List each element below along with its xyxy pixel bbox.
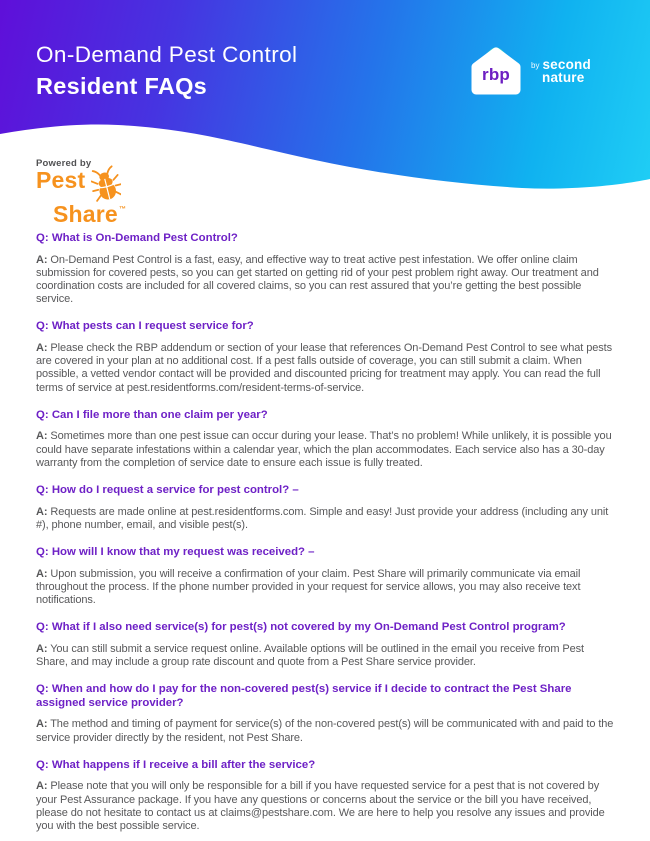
answer-prefix: A: bbox=[36, 642, 48, 655]
answer-prefix: A: bbox=[36, 342, 48, 354]
answer-prefix: A: bbox=[36, 718, 48, 731]
answer-text: Please note that you will only be responsible for a bill if you have requested service for a pest that is not covered by your Pest Assurance package. If you have any questions or concerns about the service or the bill you have received, please do not hesitate to contact us at claims@pestshare.com. We are here to help you resolve any issues and provide you with the best possible service. bbox=[36, 780, 605, 833]
faq-item bbox=[36, 683, 614, 745]
trademark-symbol: ™ bbox=[118, 206, 126, 213]
answer-prefix: A: bbox=[36, 505, 48, 518]
faq-question: Q: Can I file more than one claim per year? bbox=[36, 408, 268, 421]
answer-text: Sometimes more than one pest issue can occur during your lease. That’s no problem! While unlikely, it is possible you could have separate infestations within a calendar year, which the plan accommodates. Each service also has a 30-day warranty from the completion of service date to ensure each issue is fully treated. bbox=[36, 430, 612, 469]
brand-word-nature: nature bbox=[542, 69, 585, 85]
faq-answer bbox=[36, 568, 614, 608]
faq-item bbox=[36, 320, 614, 394]
bug-icon bbox=[91, 164, 121, 204]
faq-question: Q: What pests can I request service for? bbox=[36, 320, 254, 333]
faq-answer bbox=[36, 506, 614, 532]
faq-question: Q: How will I know that my request was received? – bbox=[36, 546, 315, 559]
faq-answer bbox=[36, 430, 614, 470]
powered-by-label: Powered by bbox=[36, 158, 92, 169]
faq-question: Q: What if I also need service(s) for pest(s) not covered by my On-Demand Pest Control program? bbox=[36, 621, 566, 634]
rbp-logo-text: rbp bbox=[482, 65, 510, 84]
faq-item bbox=[36, 409, 614, 470]
faq-question: Q: When and how do I pay for the non-covered pest(s) service if I decide to contract the Pest Share assigned service provider? bbox=[36, 683, 572, 709]
answer-text: Please check the RBP addendum or section of your lease that references On-Demand Pest Control to see what pests are covered in your plan at no additional cost. If a pest falls outside of coverage, you can still submit a claim. When possible, a vetted vendor contact will be provided and discounted pricing for treatment may apply. You can read the full terms of service at pest.residentforms.com/resident-terms-of-service. bbox=[36, 342, 613, 394]
faq-item bbox=[36, 232, 614, 306]
faq-answer bbox=[36, 718, 614, 744]
second-nature-wordmark bbox=[531, 56, 591, 85]
page-subtitle: Resident FAQs bbox=[36, 73, 208, 99]
hero-titles bbox=[36, 40, 297, 103]
faq-question: Q: What happens if I receive a bill after the service? bbox=[36, 758, 316, 771]
page-title: On-Demand Pest Control bbox=[36, 42, 298, 67]
brand-word-share: Share bbox=[53, 201, 118, 227]
brand-word-pest: Pest bbox=[36, 167, 86, 193]
answer-text: You can still submit a service request online. Available options will be outlined in the email you receive from Pest Share, and may include a group rate discount and quote from a Pest Share service provider. bbox=[36, 642, 584, 669]
rbp-badge bbox=[470, 44, 522, 98]
answer-prefix: A: bbox=[36, 253, 48, 266]
faq-item bbox=[36, 621, 614, 669]
faq-question: Q: How do I request a service for pest control? – bbox=[36, 484, 299, 497]
answer-text: Upon submission, you will receive a confirmation of your claim. Pest Share will primarily communicate via email throughout the process. If the phone number provided in your request for service allows, you may also receive text notifications. bbox=[36, 567, 581, 607]
faq-item bbox=[36, 484, 614, 532]
faq-question: Q: What is On-Demand Pest Control? bbox=[36, 232, 238, 244]
pest-share-logo bbox=[36, 158, 126, 225]
brand-word-second: second bbox=[542, 56, 591, 72]
answer-text: Requests are made online at pest.residentforms.com. Simple and easy! Just provide your address (including any unit #), phone number, email, and visible pest(s). bbox=[36, 505, 609, 531]
faq-answer bbox=[36, 342, 614, 395]
answer-prefix: A: bbox=[36, 430, 48, 443]
faq-answer bbox=[36, 780, 614, 833]
faq-list bbox=[36, 232, 614, 833]
rbp-second-nature-logo bbox=[470, 44, 591, 98]
faq-item bbox=[36, 546, 614, 607]
answer-text: The method and timing of payment for service(s) of the non-covered pest(s) will be communicated with and paid to the service provider directly by the resident, not Pest Share. bbox=[36, 718, 614, 744]
by-label: by bbox=[531, 60, 540, 70]
faq-answer bbox=[36, 254, 614, 307]
answer-text: On-Demand Pest Control is a fast, easy, and effective way to treat active pest infestation. We offer online claim submission for covered pests, so you can get started on getting rid of your pest problem right away. Our treatment and coordination costs are included for all covered claims, so you can rest assured that you’re getting the best possible service. bbox=[36, 253, 599, 306]
faq-answer bbox=[36, 643, 614, 669]
answer-prefix: A: bbox=[36, 780, 48, 793]
answer-prefix: A: bbox=[36, 567, 48, 580]
faq-item bbox=[36, 759, 614, 833]
